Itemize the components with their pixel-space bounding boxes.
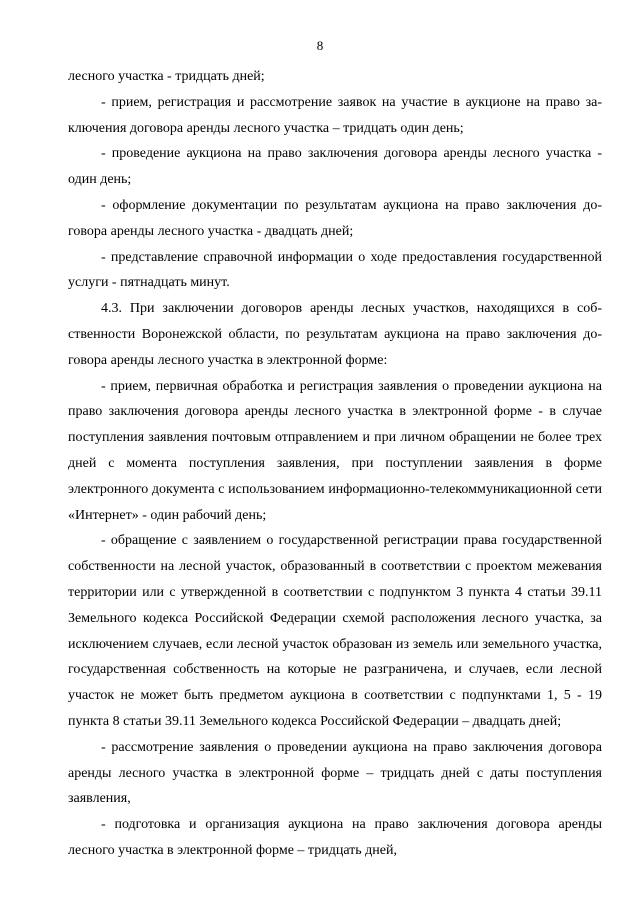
- document-body: [68, 64, 602, 864]
- paragraph-9: - рассмотрение заявления о проведении аукциона на право заключения договора аренды лесного участка в электронной форме – тридцать дней с даты поступления заявления,: [68, 739, 602, 807]
- paragraph-7: - прием, первичная обработка и регистрация заявления о проведении аукциона на право заключения договора аренды лесного участка в электронной форме - в случае поступления заявления почтовым отправлением и при личном обращении не более трех дней с момента поступления заявления, при поступлении заявления в форме электронного документа с использованием информационно-телекоммуникационной сети «Интернет» - один рабочий день;: [68, 378, 602, 523]
- page-number: 8: [316, 38, 324, 53]
- paragraph-8: - обращение с заявлением о государственной регистрации права государственной собственности на лесной участок, образованный в соответствии с проектом межевания территории или с утвержденной в соответствии с подпунктом 3 пункта 4 статьи 39.11 Земельного кодекса Российской Федерации схемой расположения лесного участка, за исключением случаев, если лесной участок образован из земель или земельного участка, государственная собственность на которые не разграничена, и случаев, если лесной участок не может быть предметом аукциона в соответствии с подпунктами 1, 5 - 19 пункта 8 статьи 39.11 Земельного кодекса Российской Федерации – двадцать дней;: [68, 533, 602, 729]
- paragraph-1: лесного участка - тридцать дней;: [68, 69, 265, 84]
- paragraph-10: - подготовка и организация аукциона на право заключения договора аренды лесного участка в электронной форме – тридцать дней,: [68, 817, 602, 858]
- paragraph-6: 4.3. При заключении договоров аренды лесных участков, находящихся в собственности Воронежской области, по результатам аукциона на право заключения договора аренды лесного участка в электронной форме:: [68, 301, 602, 368]
- paragraph-3: - проведение аукциона на право заключения договора аренды лесного участка - один день;: [68, 146, 602, 188]
- paragraph-5: - представление справочной информации о ходе предоставления государственной услуги - пятнадцать минут.: [68, 249, 602, 291]
- paragraph-4: - оформление документации по результатам аукциона на право заключения договора аренды лесного участка - двадцать дней;: [68, 197, 602, 239]
- paragraph-2: - прием, регистрация и рассмотрение заявок на участие в аукционе на право заключения договора аренды лесного участка – тридцать один день;: [68, 94, 602, 136]
